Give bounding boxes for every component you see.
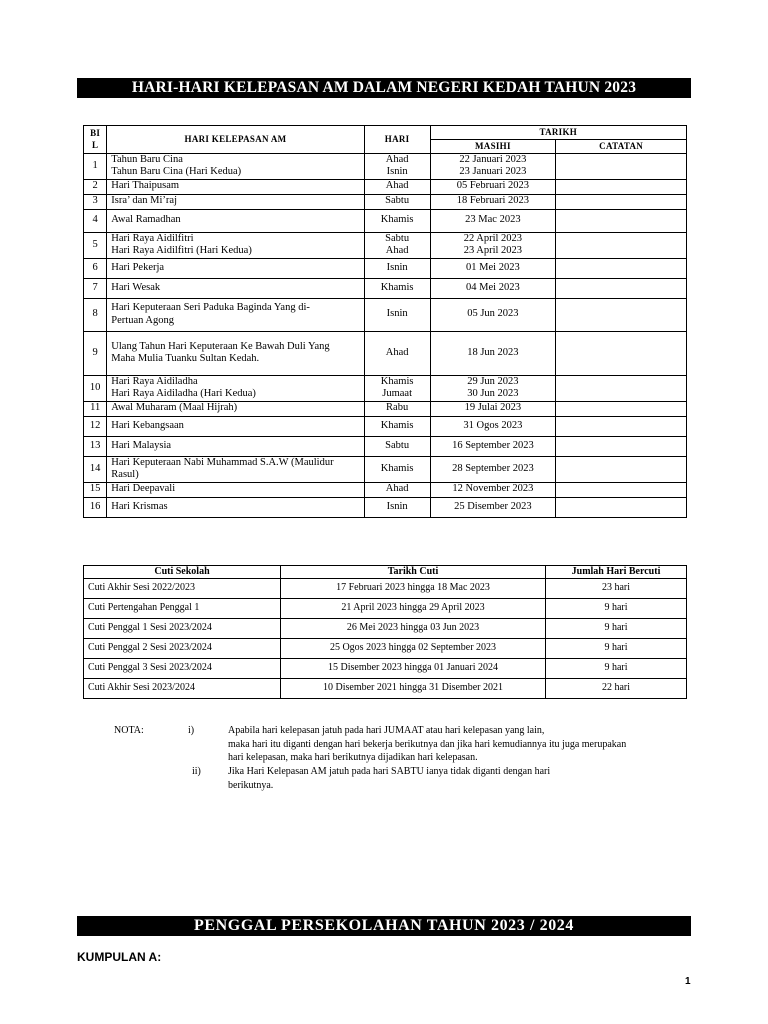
holiday-name-line: Hari Malaysia xyxy=(111,439,172,451)
holiday-table-body xyxy=(84,153,687,517)
holiday-day xyxy=(364,436,430,456)
holiday-name-line: Rasul) xyxy=(111,469,139,480)
holiday-note xyxy=(556,436,687,456)
header-hari-kelepasan: HARI KELEPASAN AM xyxy=(107,126,364,154)
holiday-day xyxy=(364,331,430,375)
holiday-name xyxy=(107,482,364,497)
holiday-name-line: Isra’ dan Mi’raj xyxy=(111,195,177,207)
nota-item-number: i) xyxy=(188,725,195,736)
holiday-date-line: 05 Februari 2023 xyxy=(456,180,530,192)
row-number: 4 xyxy=(84,209,107,232)
cuti-name: Cuti Pertengahan Penggal 1 xyxy=(84,599,281,619)
holiday-date-line: 18 Jun 2023 xyxy=(467,346,519,358)
holiday-date xyxy=(430,375,556,401)
holiday-name xyxy=(107,232,364,258)
row-number: 16 xyxy=(84,497,107,517)
cuti-name: Cuti Penggal 2 Sesi 2023/2024 xyxy=(84,639,281,659)
table-row xyxy=(84,232,687,258)
holiday-note xyxy=(556,331,687,375)
header-jumlah-hari: Jumlah Hari Bercuti xyxy=(546,566,687,579)
holiday-date-line: 01 Mei 2023 xyxy=(466,261,520,273)
holiday-name xyxy=(107,209,364,232)
holiday-date-line: 22 Januari 2023 xyxy=(459,153,527,165)
table-row xyxy=(84,331,687,375)
holiday-name-line: Hari Deepavali xyxy=(111,483,176,495)
cuti-days: 9 hari xyxy=(546,639,687,659)
header-tarikh-cuti: Tarikh Cuti xyxy=(281,566,546,579)
nota-item-text xyxy=(228,765,648,792)
holiday-name xyxy=(107,401,364,416)
table-row xyxy=(84,258,687,278)
holiday-name xyxy=(107,153,364,179)
holiday-name-line: Hari Thaipusam xyxy=(111,180,180,192)
holiday-name-line: Tahun Baru Cina xyxy=(111,153,183,165)
holiday-date xyxy=(430,278,556,298)
holiday-name xyxy=(107,375,364,401)
holiday-name xyxy=(107,179,364,194)
holiday-name-line: Awal Ramadhan xyxy=(111,214,181,226)
holiday-day-line: Isnin xyxy=(386,500,408,512)
row-number: 2 xyxy=(84,179,107,194)
holiday-note xyxy=(556,298,687,331)
holiday-name-line: Hari Raya Aidilfitri (Hari Kedua) xyxy=(111,245,252,256)
row-number: 12 xyxy=(84,416,107,436)
section-title: PENGGAL PERSEKOLAHAN TAHUN 2023 / 2024 xyxy=(77,916,691,936)
holiday-date-line: 25 Disember 2023 xyxy=(454,500,532,512)
holiday-day-line: Ahad xyxy=(385,483,409,495)
holiday-date xyxy=(430,482,556,497)
header-cuti-sekolah: Cuti Sekolah xyxy=(84,566,281,579)
holiday-day-line: Isnin xyxy=(386,308,408,320)
holiday-date xyxy=(430,497,556,517)
cuti-dates: 26 Mei 2023 hingga 03 Jun 2023 xyxy=(281,619,546,639)
holiday-name-line: Hari Wesak xyxy=(111,281,161,293)
holiday-date-line: 04 Mei 2023 xyxy=(466,281,520,293)
holiday-date xyxy=(430,194,556,209)
holiday-date xyxy=(430,298,556,331)
row-number: 7 xyxy=(84,278,107,298)
holiday-day xyxy=(364,497,430,517)
header-hari: HARI xyxy=(364,126,430,154)
cuti-dates: 17 Februari 2023 hingga 18 Mac 2023 xyxy=(281,579,546,599)
holiday-date-line: 12 November 2023 xyxy=(452,483,534,495)
holiday-date-line: 18 Februari 2023 xyxy=(456,195,530,207)
nota-item-number: ii) xyxy=(192,766,201,777)
nota-item-text xyxy=(228,724,698,765)
holiday-note xyxy=(556,497,687,517)
nota-line: maka hari itu diganti dengan hari bekerja berikutnya dan jika hari kemudiannya itu juga merupakan xyxy=(228,738,627,750)
table-row xyxy=(84,401,687,416)
holiday-date-line: 19 Julai 2023 xyxy=(464,402,522,414)
table-row xyxy=(84,619,687,639)
holiday-name xyxy=(107,456,364,482)
holiday-name-line: Hari Krismas xyxy=(111,500,168,512)
holiday-name xyxy=(107,497,364,517)
holiday-name xyxy=(107,436,364,456)
holiday-day-line: Khamis xyxy=(380,419,414,431)
holiday-day xyxy=(364,258,430,278)
holiday-date xyxy=(430,456,556,482)
row-number: 13 xyxy=(84,436,107,456)
holiday-name xyxy=(107,298,364,331)
nota-line: Apabila hari kelepasan jatuh pada hari JUMAAT atau hari kelepasan yang lain, xyxy=(228,725,545,736)
holiday-name-line: Maha Mulia Tuanku Sultan Kedah. xyxy=(111,353,260,364)
holiday-day-line: Khamis xyxy=(380,281,414,293)
holiday-note xyxy=(556,232,687,258)
row-number: 6 xyxy=(84,258,107,278)
table-row xyxy=(84,599,687,619)
holiday-table xyxy=(83,125,687,518)
holiday-day xyxy=(364,375,430,401)
holiday-day xyxy=(364,209,430,232)
cuti-dates: 25 Ogos 2023 hingga 02 September 2023 xyxy=(281,639,546,659)
holiday-date-line: 31 Ogos 2023 xyxy=(463,419,523,431)
holiday-date xyxy=(430,401,556,416)
holiday-name-line: Hari Raya Aidiladha (Hari Kedua) xyxy=(111,388,256,399)
cuti-days: 9 hari xyxy=(546,599,687,619)
cuti-dates: 21 April 2023 hingga 29 April 2023 xyxy=(281,599,546,619)
group-label: KUMPULAN A: xyxy=(77,950,162,964)
holiday-day-line: Isnin xyxy=(386,166,408,177)
table-row xyxy=(84,278,687,298)
holiday-name-line: Hari Keputeraan Nabi Muhammad S.A.W (Maulidur xyxy=(111,456,334,468)
holiday-name-line: Hari Raya Aidiladha xyxy=(111,375,198,387)
holiday-date xyxy=(430,416,556,436)
holiday-day xyxy=(364,179,430,194)
table-row xyxy=(84,579,687,599)
holiday-date-line: 23 Januari 2023 xyxy=(459,166,527,177)
holiday-date-line: 28 September 2023 xyxy=(452,462,534,474)
table-row xyxy=(84,153,687,179)
header-catatan: CATATAN xyxy=(556,140,687,154)
row-number: 10 xyxy=(84,375,107,401)
holiday-date xyxy=(430,209,556,232)
holiday-date xyxy=(430,232,556,258)
holiday-note xyxy=(556,209,687,232)
table-row xyxy=(84,209,687,232)
holiday-day xyxy=(364,482,430,497)
cuti-name: Cuti Akhir Sesi 2022/2023 xyxy=(84,579,281,599)
row-number: 1 xyxy=(84,153,107,179)
holiday-name-line: Hari Keputeraan Seri Paduka Baginda Yang di- xyxy=(111,302,310,313)
holiday-day xyxy=(364,298,430,331)
nota-label: NOTA: xyxy=(114,725,144,736)
holiday-name xyxy=(107,416,364,436)
header-masihi: MASIHI xyxy=(430,140,556,154)
holiday-note xyxy=(556,401,687,416)
holiday-day-line: Ahad xyxy=(385,346,409,358)
holiday-note xyxy=(556,194,687,209)
holiday-name-line: Hari Pekerja xyxy=(111,261,165,273)
holiday-date xyxy=(430,331,556,375)
header-bil: BI L xyxy=(84,126,107,154)
holiday-day-line: Khamis xyxy=(380,214,414,226)
nota-line: Jika Hari Kelepasan AM jatuh pada hari SABTU ianya tidak diganti dengan hari xyxy=(228,766,551,777)
table-row xyxy=(84,639,687,659)
holiday-note xyxy=(556,416,687,436)
cuti-days: 23 hari xyxy=(546,579,687,599)
table-row xyxy=(84,436,687,456)
holiday-day-line: Khamis xyxy=(380,375,414,387)
holiday-note xyxy=(556,375,687,401)
holiday-note xyxy=(556,278,687,298)
holiday-name-line: Hari Raya Aidilfitri xyxy=(111,232,194,244)
holiday-date xyxy=(430,258,556,278)
table-row xyxy=(84,416,687,436)
holiday-day xyxy=(364,416,430,436)
holiday-date xyxy=(430,436,556,456)
holiday-day-line: Ahad xyxy=(385,245,409,256)
holiday-day-line: Sabtu xyxy=(385,195,410,207)
holiday-name xyxy=(107,258,364,278)
holiday-date-line: 05 Jun 2023 xyxy=(467,308,519,320)
holiday-note xyxy=(556,456,687,482)
nota-line: berikutnya. xyxy=(228,779,274,791)
nota-line: hari kelepasan, maka hari berikutnya dijadikan hari kelepasan. xyxy=(228,752,478,763)
holiday-day xyxy=(364,194,430,209)
holiday-day xyxy=(364,278,430,298)
holiday-note xyxy=(556,179,687,194)
holiday-day-line: Jumaat xyxy=(382,388,412,399)
table-row xyxy=(84,298,687,331)
page-number: 1 xyxy=(685,976,691,987)
school-holiday-table-body xyxy=(84,579,687,699)
row-number: 14 xyxy=(84,456,107,482)
row-number: 15 xyxy=(84,482,107,497)
table-row xyxy=(84,482,687,497)
row-number: 9 xyxy=(84,331,107,375)
holiday-name-line: Ulang Tahun Hari Keputeraan Ke Bawah Duli Yang xyxy=(111,340,330,352)
holiday-note xyxy=(556,482,687,497)
header-tarikh: TARIKH xyxy=(430,126,686,140)
holiday-name xyxy=(107,194,364,209)
table-row xyxy=(84,497,687,517)
cuti-days: 9 hari xyxy=(546,659,687,679)
row-number: 3 xyxy=(84,194,107,209)
row-number: 8 xyxy=(84,298,107,331)
holiday-day xyxy=(364,232,430,258)
holiday-date xyxy=(430,179,556,194)
holiday-name xyxy=(107,278,364,298)
cuti-dates: 15 Disember 2023 hingga 01 Januari 2024 xyxy=(281,659,546,679)
row-number: 5 xyxy=(84,232,107,258)
holiday-name xyxy=(107,331,364,375)
holiday-day-line: Sabtu xyxy=(385,439,410,451)
table-row xyxy=(84,659,687,679)
table-row xyxy=(84,375,687,401)
table-row xyxy=(84,456,687,482)
holiday-day-line: Isnin xyxy=(386,261,408,273)
cuti-dates: 10 Disember 2021 hingga 31 Disember 2021 xyxy=(281,679,546,699)
holiday-day xyxy=(364,456,430,482)
cuti-name: Cuti Penggal 3 Sesi 2023/2024 xyxy=(84,659,281,679)
holiday-note xyxy=(556,153,687,179)
cuti-name: Cuti Akhir Sesi 2023/2024 xyxy=(84,679,281,699)
holiday-name-line: Hari Kebangsaan xyxy=(111,419,184,431)
holiday-name-line: Pertuan Agong xyxy=(111,314,174,326)
table-row xyxy=(84,179,687,194)
cuti-days: 22 hari xyxy=(546,679,687,699)
holiday-note xyxy=(556,258,687,278)
holiday-day-line: Khamis xyxy=(380,462,414,474)
table-row xyxy=(84,194,687,209)
holiday-date-line: 29 Jun 2023 xyxy=(467,375,519,387)
holiday-date-line: 23 April 2023 xyxy=(463,245,523,256)
holiday-date-line: 23 Mac 2023 xyxy=(465,214,521,226)
table-row xyxy=(84,679,687,699)
row-number: 11 xyxy=(84,401,107,416)
holiday-day xyxy=(364,401,430,416)
holiday-date-line: 30 Jun 2023 xyxy=(467,388,519,399)
cuti-name: Cuti Penggal 1 Sesi 2023/2024 xyxy=(84,619,281,639)
holiday-day-line: Sabtu xyxy=(385,232,410,244)
holiday-date-line: 16 September 2023 xyxy=(452,439,534,451)
holiday-day xyxy=(364,153,430,179)
school-holiday-table xyxy=(83,565,687,699)
holiday-name-line: Awal Muharam (Maal Hijrah) xyxy=(111,402,238,414)
holiday-date xyxy=(430,153,556,179)
page-title: HARI-HARI KELEPASAN AM DALAM NEGERI KEDAH TAHUN 2023 xyxy=(77,78,691,98)
holiday-date-line: 22 April 2023 xyxy=(463,232,523,244)
holiday-day-line: Ahad xyxy=(385,180,409,192)
holiday-name-line: Tahun Baru Cina (Hari Kedua) xyxy=(111,166,242,177)
holiday-day-line: Rabu xyxy=(386,402,409,414)
holiday-day-line: Ahad xyxy=(385,153,409,165)
cuti-days: 9 hari xyxy=(546,619,687,639)
